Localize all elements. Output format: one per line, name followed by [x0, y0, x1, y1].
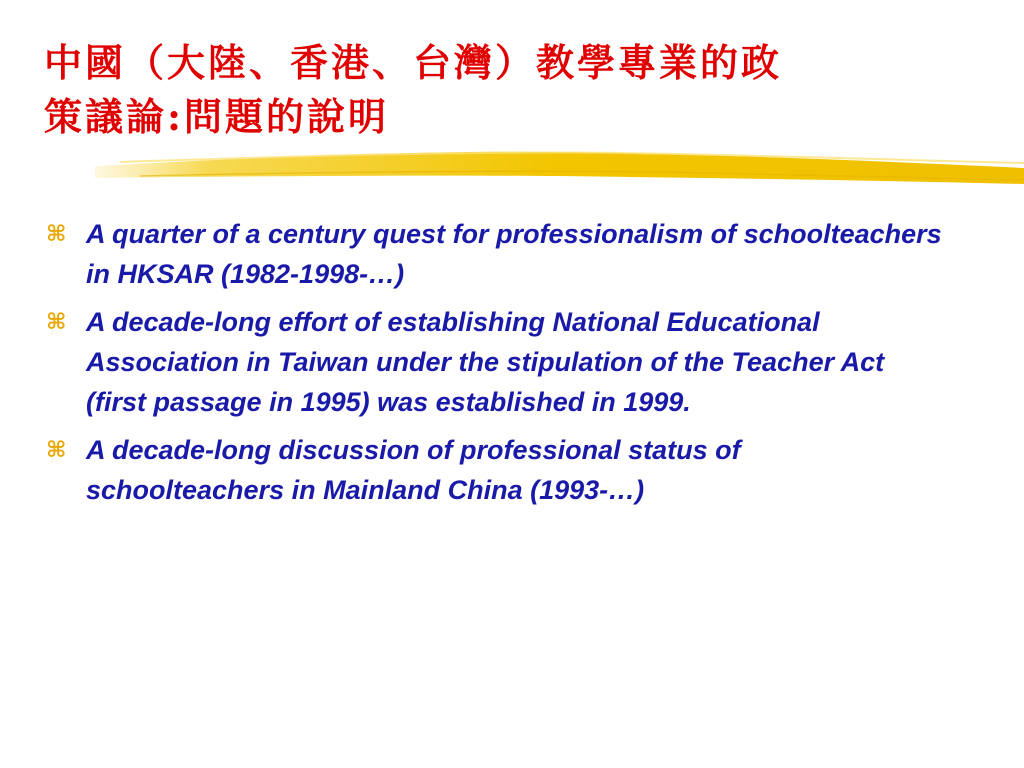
- list-item: [44, 214, 944, 294]
- title-line-1: 中國（大陸、香港、台灣）教學專業的政: [44, 40, 783, 85]
- title-line-2: 策議論:問題的說明: [44, 94, 390, 139]
- command-bullet-icon: ⌘: [46, 310, 67, 335]
- bullet-text: A quarter of a century quest for professionalism of schoolteachers in HKSAR (1982-1998-…): [86, 219, 942, 289]
- command-bullet-icon: ⌘: [46, 222, 67, 247]
- slide-title: [44, 36, 994, 144]
- list-item: [44, 430, 944, 510]
- command-bullet-icon: ⌘: [46, 438, 67, 463]
- bullet-text: A decade-long discussion of professional status of schoolteachers in Mainland China (1993-…): [86, 435, 741, 505]
- bullet-list: [44, 214, 944, 518]
- bullet-text: A decade-long effort of establishing National Educational Association in Taiwan under the stipulation of the Teacher Act (first passage in 1995) was established in 1999.: [86, 307, 885, 417]
- list-item: [44, 302, 944, 422]
